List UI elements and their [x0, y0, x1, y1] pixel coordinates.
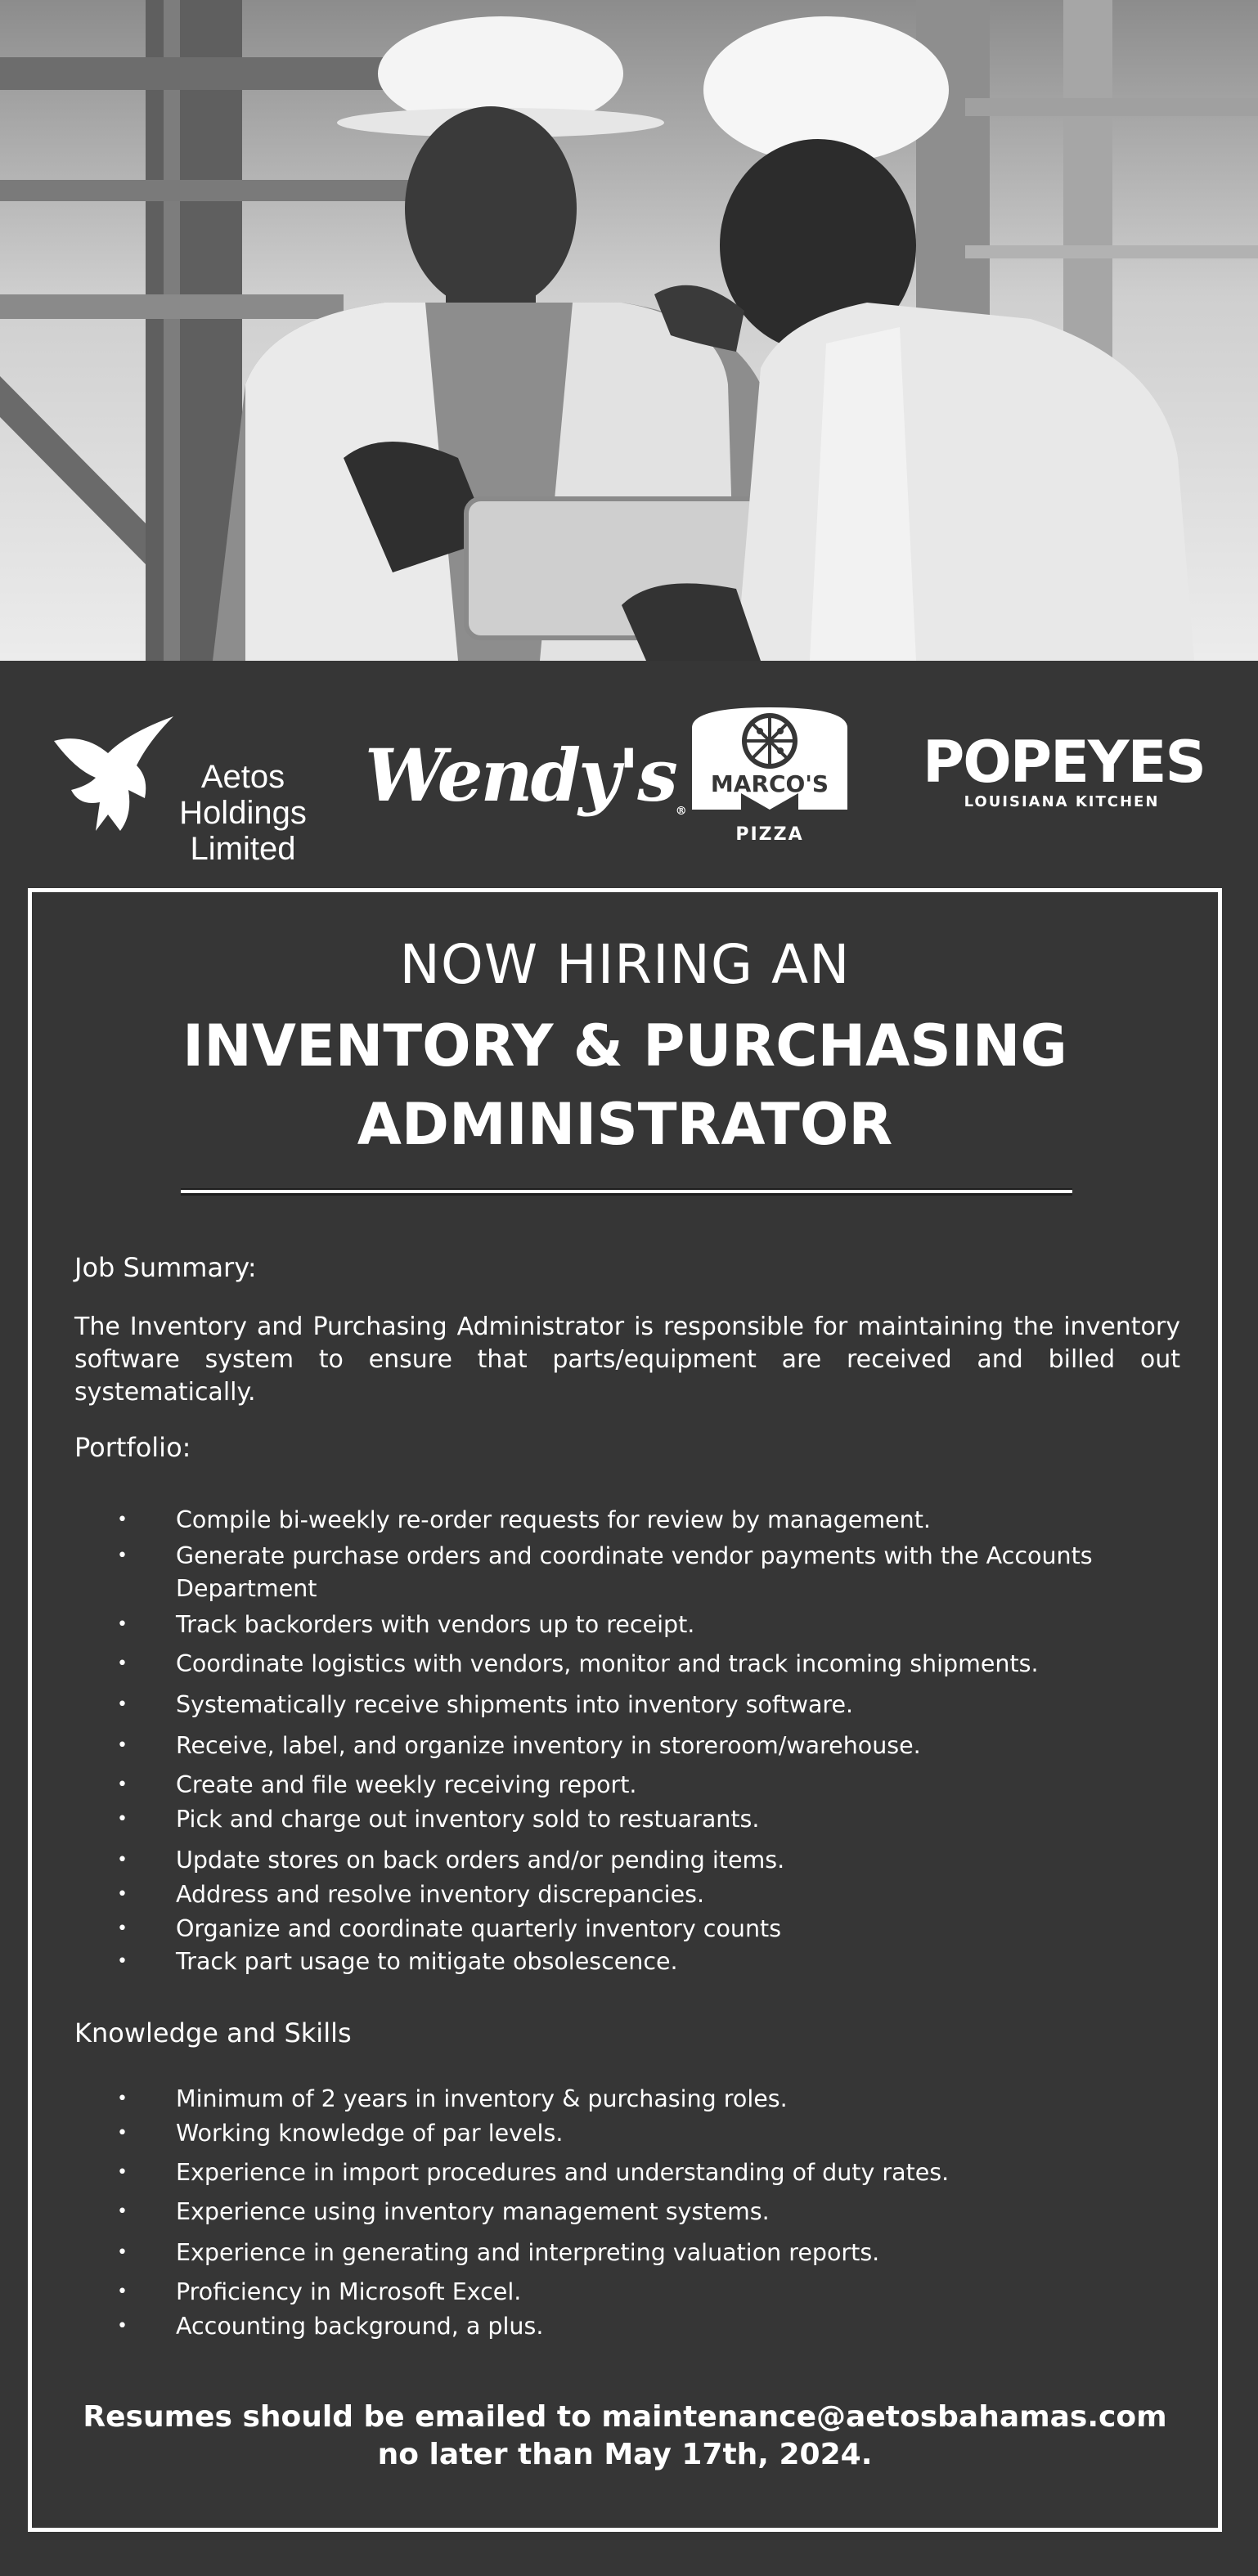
list-item: • Organize and coordinate quarterly inventory counts	[117, 1915, 782, 1942]
list-item: • Proficiency in Microsoft Excel.	[117, 2278, 522, 2305]
list-item: • Create and file weekly receiving report.	[117, 1771, 637, 1798]
list-item: • Generate purchase orders and coordinate vendor payments with the Accounts Department	[117, 1542, 1093, 1602]
registered-mark: ®	[675, 805, 685, 818]
list-item: • Track backorders with vendors up to receipt.	[117, 1611, 695, 1638]
job-summary-text: The Inventory and Purchasing Administrator is responsible for maintaining the inventory software system to ensure that parts/equipment are received and billed out systematically.	[74, 1313, 1180, 1407]
application-instructions: Resumes should be emailed to maintenance@aetosbahamas.com	[83, 2400, 1167, 2434]
aetos-line-1: Aetos	[200, 759, 285, 795]
list-item: • Pick and charge out inventory sold to restuarants.	[117, 1806, 760, 1833]
skills-heading: Knowledge and Skills	[74, 2017, 352, 2049]
list-item: • Working knowledge of par levels.	[117, 2120, 564, 2147]
hero-photo	[0, 0, 1258, 661]
list-item: • Address and resolve inventory discrepancies.	[117, 1881, 705, 1908]
aetos-wordmark	[173, 759, 312, 867]
list-item: • Systematically receive shipments into inventory software.	[117, 1691, 854, 1718]
job-summary-heading: Job Summary:	[74, 1252, 257, 1283]
wendys-logo	[365, 733, 685, 818]
workers-illustration	[0, 0, 1258, 661]
list-item: • Experience in generating and interpreting valuation reports.	[117, 2239, 880, 2266]
list-item: • Track part usage to mitigate obsolescence.	[117, 1948, 678, 1975]
list-item: • Compile bi-weekly re-order requests for review by management.	[117, 1506, 931, 1533]
job-posting-panel	[28, 888, 1222, 2532]
eagle-icon	[51, 708, 173, 839]
portfolio-heading: Portfolio:	[74, 1432, 191, 1463]
partner-logos	[0, 661, 1258, 883]
application-deadline: no later than May 17th, 2024.	[377, 2438, 873, 2471]
marcos-sub: PIZZA	[735, 824, 804, 845]
popeyes-logo	[923, 729, 1205, 810]
wendys-wordmark: Wendy's	[365, 733, 676, 818]
aetos-line-3: Limited	[190, 831, 296, 867]
list-item: • Experience in import procedures and understanding of duty rates.	[117, 2159, 950, 2186]
job-title-line-1: INVENTORY & PURCHASING	[182, 1012, 1067, 1079]
marcos-pizza-logo	[676, 703, 864, 850]
list-item: • Update stores on back orders and/or pending items.	[117, 1847, 785, 1874]
marcos-name: MARCO'S	[710, 770, 829, 797]
list-item: • Experience using inventory management systems.	[117, 2198, 770, 2225]
list-item: • Minimum of 2 years in inventory & purchasing roles.	[117, 2085, 788, 2112]
list-item: • Coordinate logistics with vendors, monitor and track incoming shipments.	[117, 1650, 1039, 1677]
now-hiring-heading: NOW HIRING AN	[399, 933, 851, 996]
aetos-line-2: Holdings	[179, 795, 307, 831]
list-item: • Accounting background, a plus.	[117, 2313, 544, 2340]
aetos-logo	[51, 708, 307, 867]
popeyes-wordmark: POPEYES	[923, 729, 1205, 796]
list-item: • Receive, label, and organize inventory in storeroom/warehouse.	[117, 1732, 921, 1759]
marcos-badge	[676, 703, 864, 850]
job-title-line-2: ADMINISTRATOR	[357, 1091, 893, 1158]
popeyes-tagline: LOUISIANA KITCHEN	[964, 793, 1160, 810]
job-title	[32, 1007, 1218, 1164]
divider	[181, 1190, 1072, 1193]
